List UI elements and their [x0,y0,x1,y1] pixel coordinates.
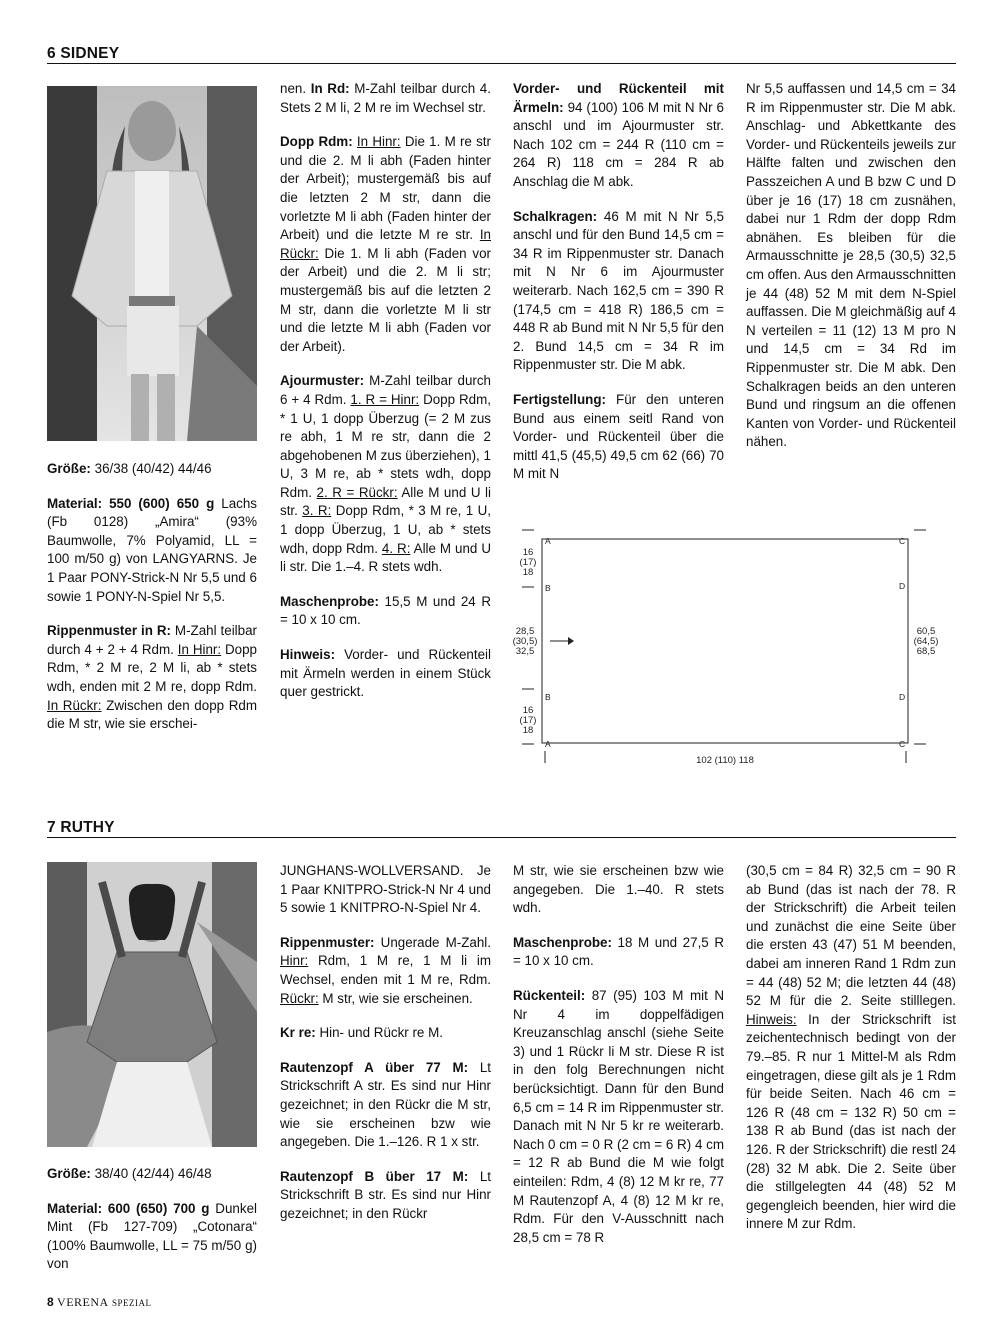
dimension-right-3: 68,5 [916,646,936,657]
dimension-top-2: (17) [519,557,537,568]
dimension-right-1: 60,5 [916,626,936,637]
schematic-diagram [512,523,957,773]
size-paragraph [47,460,257,479]
text-column-ruthy-3 [513,862,724,1263]
body-paragraph: Vorder- und Rückenteil mit Ärmeln: 94 (100) 106 M mit N Nr 6 anschl und im Ajourmuster str. Nach 102 cm = 244 R (110 cm = 264 R) 118 cm = 284 R ab Anschlag die M abk. [513,81,724,189]
rib-pattern-paragraph: Rippenmuster: Ungerade M-Zahl. Hinr: Rdm, 1 M re, 1 M li im Wechsel, enden mit 1 M re, Rdm. Rückr: M str, wie sie erscheinen. [280,934,491,1006]
dimension-mid-2: (30,5) [512,636,538,647]
model-photo-sidney [47,86,257,441]
text-column-sidney-2 [280,80,491,718]
text-column-sidney-4 [746,80,956,468]
dimension-bottom-left-1: 16 [522,705,534,716]
note-paragraph: Hinweis: Vorder- und Rückenteil mit Ärmeln werden in einem Stück quer gestrickt. [280,647,491,700]
corner-label-a-bottom: A [545,739,551,749]
dimension-bottom-left-3: 18 [522,725,534,736]
page-number: 8 [47,1295,54,1309]
size-value: 36/38 (40/42) 44/46 [90,461,212,476]
cable-b-continued-paragraph: M str, wie sie erscheinen bzw wie angegeben. Die 1.–40. R stets wdh. [513,863,724,916]
material-paragraph: Material: 600 (650) 700 g Dunkel Mint (Fb 127-709) „Cotonara“ (100% Baumwolle, LL = 75 m/50 g) von [47,1200,257,1272]
rib-pattern-label: Rippenmuster in R: [47,623,171,639]
corner-label-d-bottom: D [899,692,906,702]
corner-label-c-bottom: C [899,739,906,749]
model-photo-ruthy [47,862,257,1147]
garter-paragraph: Kr re: Hin- und Rückr re M. [280,1025,443,1041]
text-column-ruthy-2 [280,862,491,1240]
text-column-sidney-1 [47,460,257,750]
section-title-sidney: 6 SIDNEY [47,45,120,62]
gauge-paragraph: Maschenprobe: 15,5 M und 24 R = 10 x 10 cm. [280,593,491,628]
size-label: Größe: [47,461,91,476]
section-divider [47,63,956,64]
corner-label-b-bottom: B [545,692,551,702]
rib-pattern-paragraph: Rippenmuster in R: M-Zahl teilbar durch 4 + 2 + 4 Rdm. In Hinr: Dopp Rdm, * 2 M re, 2 M li, ab * stets wdh, enden mit 2 M re, dopp Rdm. In Rückr: Zwischen den dopp Rdm die M str, wie sie erschei- [47,623,258,732]
ajour-paragraph: Ajourmuster: M-Zahl teilbar durch 6 + 4 Rdm. 1. R = Hinr: Dopp Rdm, * 1 U, 1 dopp Überzug (= 2 M zus re abh, 1 M re str, dann die 2 abgehobenen M zus überziehen), 1 U, 3 M re, ab * stets wdh, dopp Rdm. 2. R = Rückr: Alle M und U li str. 3. R: Dopp Rdm, * 3 M re, 1 U, 1 dopp Überzug, 1 U, ab * stets wdh, dopp Rdm. 4. R: Alle M und U li str. Die 1.–4. R stets wdh. [280,373,492,575]
dimension-mid-1: 28,5 [515,626,535,637]
dimension-bottom-left-2: (17) [519,715,537,726]
garment-outline [542,539,908,743]
finishing-continued-paragraph: Nr 5,5 auffassen und 14,5 cm = 34 R im Rippenmuster str. Die M abk. Anschlag- und Abkettkante des Vorder- und Rückenteils jeweils zur Hälfte falten und zwischen den Passzeichen A und B bzw C und D über je 16 (17) 18 cm zusnähen, dabei nur 1 Rdm der dopp Rdm abnähen. Es bleiben für die Armausschnitte je 28,5 (30,5) 32,5 cm offen. Aus den Armausschnitten je 44 (48) 52 M mit dem N-Spiel auffassen. Die M gleichmäßig auf 4 N verteilen = 11 (12) 13 M pro N und 14,5 cm = 34 Rd im Rippenmuster str. Die M abk. Den Schalkragen beids an den unteren Bund und ringsum an die offenen Kanten von Vorder- und Rückenteil nähen. [746,81,956,450]
text-column-sidney-3 [513,80,724,500]
size-paragraph: Größe: 38/40 (42/44) 46/48 [47,1166,212,1181]
corner-label-b-top: B [545,583,551,593]
double-edge-paragraph: Dopp Rdm: In Hinr: Die 1. M re str und die 2. M li abh (Faden hinter der Arbeit); mustergemäß bis auf die letzten 2 M str, dann die vorletzte M li abh (Faden hinter der Arbeit) und die letzte M re str. In Rückr: Die 1. M li abh (Faden vor der Arbeit) und die 2. M li str; mustergemäß bis auf die letzten 2 M str, dann die vorletzte M li str und die letzte M li abh (Faden vor der Arbeit). [280,134,491,354]
corner-label-c-top: C [899,536,906,546]
cable-b-paragraph: Rautenzopf B über 17 M: Lt Strickschrift B str. Es sind nur Hinr gezeichnet; in den Rückr [280,1168,491,1221]
dimension-right-2: (64,5) [913,636,939,647]
page-footer [47,1295,152,1310]
shawl-collar-paragraph: Schalkragen: 46 M mit N Nr 5,5 anschl und für den Bund 14,5 cm = 34 R im Rippenmuster str. Danach mit N Nr 6 im Ajourmuster weiterarb. Nach 162,5 cm = 390 R (174,5 cm = 418 R) 186,5 cm = 448 R ab Bund mit N Nr 5,5 für den 2. Bund 14,5 cm = 34 R im Rippenmuster str. Die M abk. [513,208,724,373]
magazine-subtitle: SPEZIAL [112,1298,152,1308]
gauge-paragraph: Maschenprobe: 18 M und 27,5 R = 10 x 10 cm. [513,934,724,969]
material-paragraph [47,495,257,607]
material-text: Lachs (Fb 0128) „Amira“ (93% Baumwolle, 7% Polyamid, LL = 100 m/50 g) von LANGYARNS. Je 1 Paar PONY-Strick-N Nr 5,5 und 6 sowie 1 PONY-N-Spiel Nr 5,5. [47,495,257,604]
magazine-name: VERENA [57,1295,109,1309]
dimension-bottom-width: 102 (110) 118 [696,755,754,766]
section-title-ruthy: 7 RUTHY [47,819,115,836]
finishing-paragraph: Fertigstellung: Für den unteren Bund aus einem seitl Rand von Vorder- und Rückenteil über die mittl 41,5 (45,5) 49,5 cm 62 (66) 70 M mit N [513,391,724,482]
section-divider [47,837,956,838]
dimension-mid-3: 32,5 [515,646,535,657]
back-continued-paragraph: (30,5 cm = 84 R) 32,5 cm = 90 R ab Bund (das ist nach der 78. R der Strickschrift) die Arbeit teilen und zunächst die eine Seite über die ersten 43 (47) 51 M beenden, dabei am inneren Rand 1 Rdm zun = 44 (48) 52 M; die letzten 44 (48) 52 M für die 2. Seite stilllegen. Hinweis: In der Strickschrift ist zeichentechnisch bedingt von der 79.–85. R nur 1 Mittel-M als Rdm eingetragen, diese gilt als je 1 Rdm für beide Seiten. Nach 46 cm = 126 R (48 cm = 132 R) 50 cm = 138 R ab Bund (das ist nach der 126. R der Strickschrift) die restl 24 (28) 32 M abk. Die 2. Seite über die stillgelegten 44 (48) 52 M gegengleich beenden, hier wird die innere M zur Rdm. [746,863,956,1232]
dimension-top-3: 18 [522,567,534,578]
corner-label-d-top: D [899,581,906,591]
corner-label-a-top: A [545,536,551,546]
back-paragraph: Rückenteil: 87 (95) 103 M mit N Nr 4 im doppelfädigen Kreuzanschlag anschl (siehe Seite 3) und 1 Rückr li M str. Diese R ist in den folg Berechnungen nicht berücksichtigt. Dann für den Bund 6,5 cm = 14 R im Rippenmuster str. Danach mit N Nr 5 kr re weiterarb. Nach 0 cm = 0 R (2 cm = 6 R) 4 cm = 12 R ab Bund die M wie folgt einteilen: Rdm, 4 (8) 12 M kr re, 77 M Rautenzopf A, 4 (8) 12 M kr re, Rdm. Für den V-Ausschnitt nach 28,5 cm = 78 R [513,987,724,1245]
cable-a-paragraph: Rautenzopf A über 77 M: Lt Strickschrift A str. Es sind nur Hinr gezeichnet; in den Rückr die M str, wie sie erscheinen bzw wie angegeben. Die 1.–126. R 1 x str. [280,1059,492,1150]
text-column-ruthy-1 [47,1165,257,1290]
text-column-ruthy-4 [746,862,956,1250]
dimension-top-1: 16 [522,547,534,558]
round-paragraph: nen. In Rd: M-Zahl teilbar durch 4. Stets 2 M li, 2 M re im Wechsel str. [280,81,491,115]
material-continued-paragraph: JUNGHANS-WOLLVERSAND. Je 1 Paar KNITPRO-Strick-N Nr 4 und 5 sowie 1 KNITPRO-N-Spiel Nr 4. [280,863,491,916]
material-label: Material: 550 (600) 650 g [47,495,215,511]
